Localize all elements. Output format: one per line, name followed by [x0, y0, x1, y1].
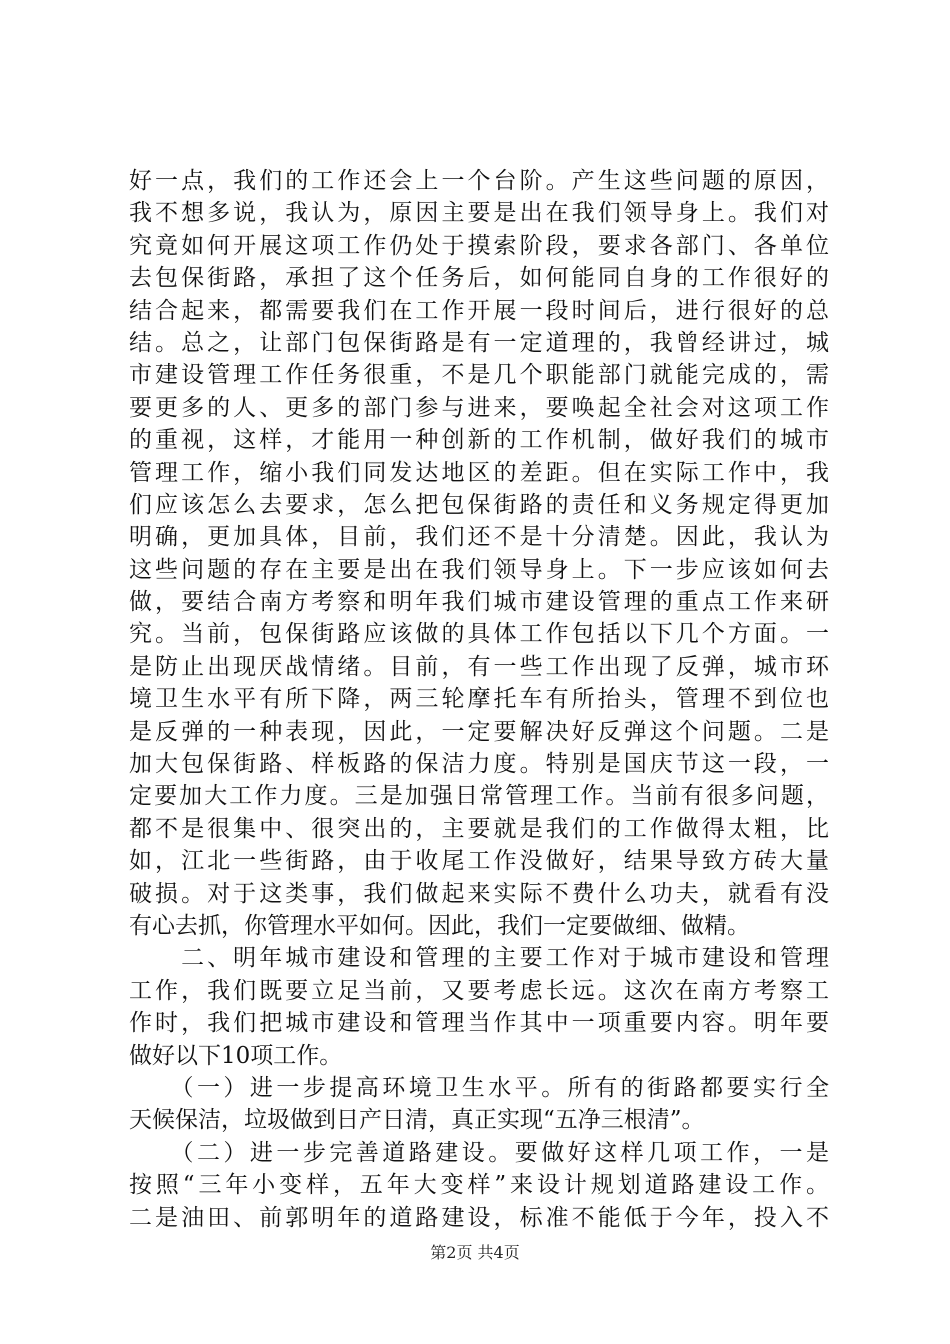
text-line: 究。当前，包保街路应该做的具体工作包括以下几个方面。一	[129, 621, 829, 648]
text-line: 好一点，我们的工作还会上一个台阶。产生这些问题的原因，	[129, 168, 829, 194]
text-line: 二是油田、前郭明年的道路建设，标准不能低于今年，投入不	[129, 1204, 829, 1231]
text-line: 做好以下10项工作。	[129, 1042, 343, 1069]
text-line: 市建设管理工作任务很重，不是几个职能部门就能完成的，需	[129, 362, 829, 389]
text-line: 工作，我们既要立足当前，又要考虑长远。这次在南方考察工	[129, 977, 829, 1004]
document-body	[129, 165, 829, 1234]
text-line: 们应该怎么去要求，怎么把包保街路的责任和义务规定得更加	[129, 491, 829, 518]
text-line: 定要加大工作力度。三是加强日常管理工作。当前有很多问题，	[129, 783, 829, 810]
text-line: 管理工作，缩小我们同发达地区的差距。但在实际工作中，我	[129, 459, 829, 486]
text-line: 究竟如何开展这项工作仍处于摸索阶段，要求各部门、各单位	[129, 232, 829, 259]
text-line: 结合起来，都需要我们在工作开展一段时间后，进行很好的总	[129, 297, 829, 324]
text-line: 境卫生水平有所下降，两三轮摩托车有所抬头，管理不到位也	[129, 686, 829, 713]
text-line: 破损。对于这类事，我们做起来实际不费什么功夫，就看有没	[129, 880, 829, 907]
page-footer	[0, 1243, 950, 1263]
text-line: 明确，更加具体，目前，我们还不是十分清楚。因此，我认为	[129, 524, 829, 551]
section-heading-line: 二、明年城市建设和管理的主要工作对于城市建设和管理	[129, 945, 829, 972]
text-line: 做，要结合南方考察和明年我们城市建设管理的重点工作来研	[129, 589, 829, 616]
text-line: 我不想多说，我认为，原因主要是出在我们领导身上。我们对	[129, 200, 829, 227]
text-line: 是反弹的一种表现，因此，一定要解决好反弹这个问题。二是	[129, 718, 829, 745]
text-line: 天候保洁，垃圾做到日产日清，真正实现“五净三根清”。	[129, 1107, 705, 1134]
text-line: 按照“三年小变样，五年大变样”来设计规划道路建设工作。	[129, 1172, 829, 1199]
subsection-line: （二）进一步完善道路建设。要做好这样几项工作，一是	[129, 1139, 829, 1166]
text-line: 如，江北一些街路，由于收尾工作没做好，结果导致方砖大量	[129, 848, 829, 875]
text-line: 有心去抓，你管理水平如何。因此，我们一定要做细、做精。	[129, 912, 750, 939]
text-line: 这些问题的存在主要是出在我们领导身上。下一步应该如何去	[129, 556, 829, 583]
text-line: 是防止出现厌战情绪。目前，有一些工作出现了反弹，城市环	[129, 653, 829, 680]
text-line: 结。总之，让部门包保街路是有一定道理的，我曾经讲过，城	[129, 329, 829, 356]
text-line: 都不是很集中、很突出的，主要就是我们的工作做得太粗，比	[129, 815, 829, 842]
text-line: 作时，我们把城市建设和管理当作其中一项重要内容。明年要	[129, 1010, 829, 1037]
text-line: 的重视，这样，才能用一种创新的工作机制，做好我们的城市	[129, 427, 829, 454]
text-line: 要更多的人、更多的部门参与进来，要唤起全社会对这项工作	[129, 394, 829, 421]
text-line: 加大包保街路、样板路的保洁力度。特别是国庆节这一段，一	[129, 751, 829, 778]
page-number-label: 第2页 共4页	[430, 1243, 520, 1262]
text-line: 去包保街路，承担了这个任务后，如何能同自身的工作很好的	[129, 265, 829, 292]
subsection-line: （一）进一步提高环境卫生水平。所有的街路都要实行全	[129, 1074, 829, 1101]
